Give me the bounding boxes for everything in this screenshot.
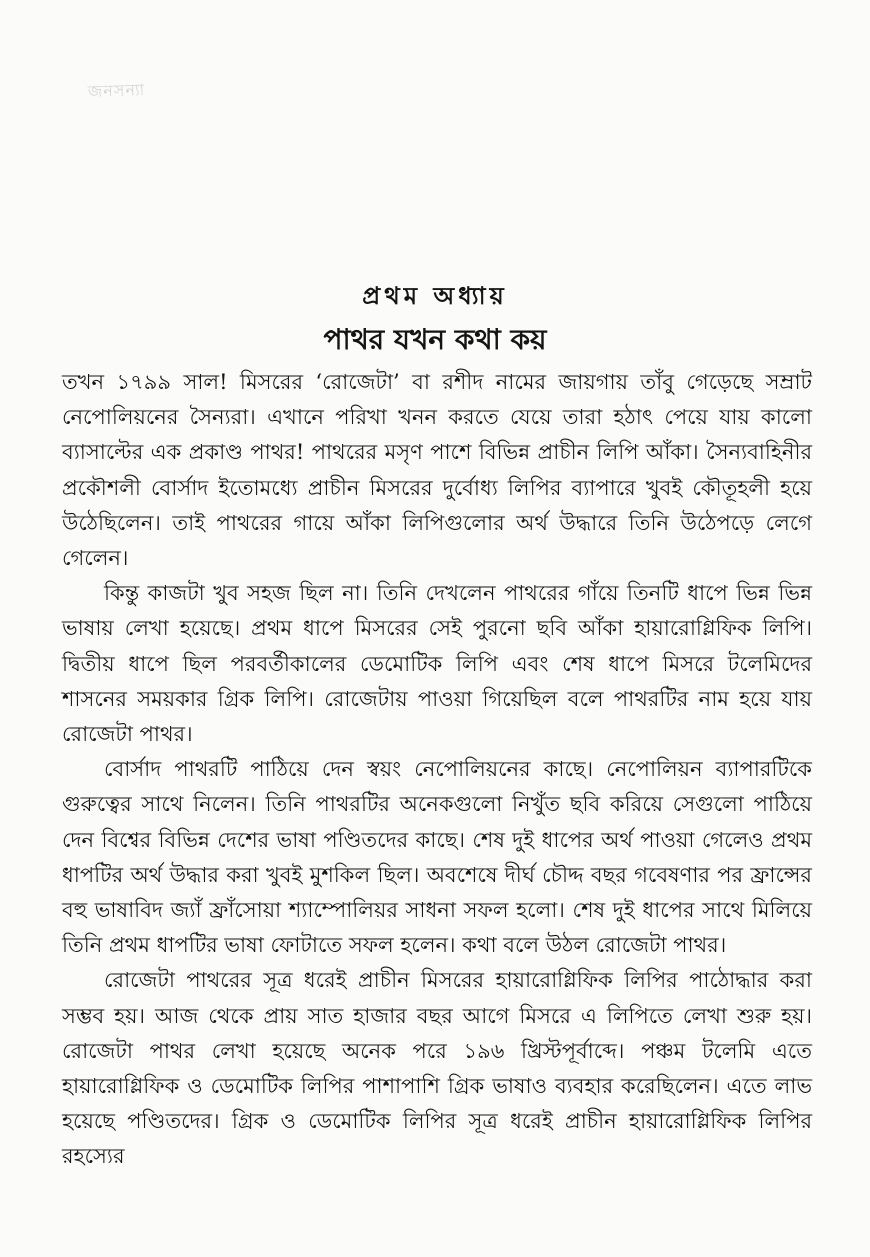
chapter-title: পাথর যখন কথা কয় [323, 323, 547, 356]
chapter-heading: প্রথম অধ্যায় [362, 281, 508, 310]
paragraph-1: তখন ১৭৯৯ সাল! মিসরের ‘রোজেটা’ বা রশীদ নামের জায়গায় তাঁবু গেড়েছে সম্রাট নেপোলিয়নের সৈন্যরা। এখানে পরিখা খনন করতে যেয়ে তারা হঠাৎ পেয়ে যায় কালো ব্যাসাল্টের এক প্রকাণ্ড পাথর! পাথরের মসৃণ পাশে বিভিন্ন প্রাচীন লিপি আঁকা। সৈন্যবাহিনীর প্রকৌশলী বোর্সাদ ইতোমধ্যে প্রাচীন মিসরের দুর্বোধ্য লিপির ব্যাপারে খুবই কৌতূহলী হয়ে উঠেছিলেন। তাই পাথরের গায়ে আঁকা লিপিগুলোর অর্থ উদ্ধারে তিনি উঠেপড়ে লেগে গেলেন। [62, 370, 812, 571]
bleed-through-text: জনসন্যা [87, 80, 146, 101]
paragraph-3: বোর্সাদ পাথরটি পাঠিয়ে দেন স্বয়ং নেপোলিয়নের কাছে। নেপোলিয়ন ব্যাপারটিকে গুরুত্বের সাথে নিলেন। তিনি পাথরটির অনেকগুলো নিখুঁত ছবি করিয়ে সেগুলো পাঠিয়ে দেন বিশ্বের বিভিন্ন দেশের ভাষা পণ্ডিতদের কাছে। শেষ দুই ধাপের অর্থ পাওয়া গেলেও প্রথম ধাপটির অর্থ উদ্ধার করা খুবই মুশকিল ছিল। অবশেষে দীর্ঘ চৌদ্দ বছর গবেষণার পর ফ্রান্সের বহু ভাষাবিদ জ্যাঁ ফ্রাঁসোয়া শ্যাম্পোলিয়র সাধনা সফল হলো। শেষ দুই ধাপের সাথে মিলিয়ে তিনি প্রথম ধাপটির ভাষা ফোটাতে সফল হলেন। কথা বলে উঠল রোজেটা পাথর। [62, 757, 812, 958]
paragraph-2: কিন্তু কাজটা খুব সহজ ছিল না। তিনি দেখলেন পাথরের গাঁয়ে তিনটি ধাপে ভিন্ন ভিন্ন ভাষায় লেখা হয়েছে। প্রথম ধাপে মিসরের সেই পুরনো ছবি আঁকা হায়ারোগ্লিফিক লিপি। দ্বিতীয় ধাপে ছিল পরবর্তীকালের ডেমোটিক লিপি এবং শেষ ধাপে মিসরে টলেমিদের শাসনের সময়কার গ্রিক লিপি। রোজেটায় পাওয়া গিয়েছিল বলে পাথরটির নাম হয়ে যায় রোজেটা পাথর। [62, 581, 812, 747]
paragraph-4: রোজেটা পাথরের সূত্র ধরেই প্রাচীন মিসরের হায়ারোগ্লিফিক লিপির পাঠোদ্ধার করা সম্ভব হয়। আজ থেকে প্রায় সাত হাজার বছর আগে মিসরে এ লিপিতে লেখা শুরু হয়। রোজেটা পাথর লেখা হয়েছে অনেক পরে ১৯৬ খ্রিস্টপূর্বাব্দে। পঞ্চম টলেমি এতে হায়ারোগ্লিফিক ও ডেমোটিক লিপির পাশাপাশি গ্রিক ভাষাও ব্যবহার করেছিলেন। এতে লাভ হয়েছে পণ্ডিতদের। গ্রিক ও ডেমোটিক লিপির সূত্র ধরেই প্রাচীন হায়ারোগ্লিফিক লিপির রহস্যের [62, 968, 812, 1169]
chapter-body [62, 365, 812, 1175]
